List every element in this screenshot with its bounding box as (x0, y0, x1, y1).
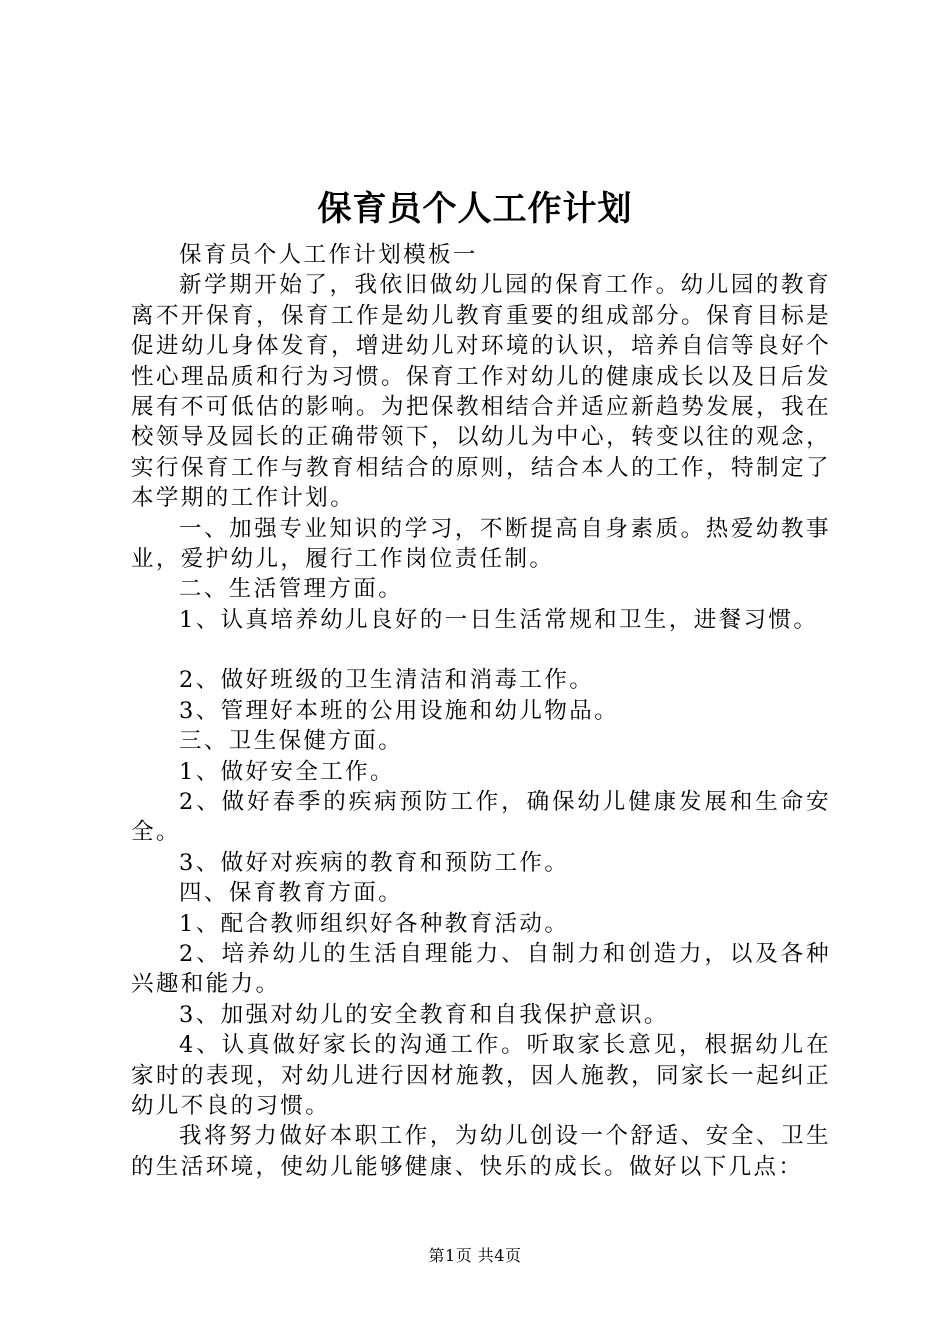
paragraph-item: 3、管理好本班的公用设施和幼儿物品。 (179, 697, 620, 724)
paragraph-intro: 新学期开始了，我依旧做幼儿园的保育工作。幼儿园的教育离不开保育，保育工作是幼儿教育重要的组成部分。保育目标是促进幼儿身体发育，增进幼儿对环境的认识，培养自信等良好个性心理品质和行为习惯。保育工作对幼儿的健康成长以及日后发展有不可低估的影响。为把保教相结合并适应新趋势发展，我在校领导及园长的正确带领下，以幼儿为中心，转变以往的观念，实行保育工作与教育相结合的原则，结合本人的工作，特制定了本学期的工作计划。 (131, 272, 831, 512)
paragraph-item: 2、做好班级的卫生清洁和消毒工作。 (179, 667, 595, 694)
paragraph-item: 2、做好春季的疾病预防工作，确保幼儿健康发展和生命安全。 (131, 788, 831, 846)
paragraph-item: 4、认真做好家长的沟通工作。听取家长意见，根据幼儿在家时的表现，对幼儿进行因材施教，因人施教，同家长一起纠正幼儿不良的习惯。 (131, 1032, 831, 1119)
paragraph-item: 1、做好安全工作。 (179, 758, 395, 785)
paragraph-item: 1、认真培养幼儿良好的一日生活常规和卫生，进餐习惯。 (179, 606, 819, 633)
document-title: 保育员个人工作计划 (317, 189, 633, 229)
paragraph-subtitle: 保育员个人工作计划模板一 (179, 242, 478, 268)
paragraph-closing: 我将努力做好本职工作，为幼儿创设一个舒适、安全、卫生的生活环境，使幼儿能够健康、快乐的成长。做好以下几点： (131, 1123, 831, 1180)
paragraph-item: 2、培养幼儿的生活自理能力、自制力和创造力，以及各种兴趣和能力。 (131, 940, 831, 998)
paragraph-item: 3、做好对疾病的教育和预防工作。 (179, 849, 570, 876)
page-footer: 第1页 共4页 (428, 1246, 522, 1265)
document-body (131, 240, 831, 1182)
paragraph-section-4-heading: 四、保育教育方面。 (179, 880, 404, 907)
blank-line (131, 635, 831, 665)
paragraph-section-2-heading: 二、生活管理方面。 (179, 576, 404, 603)
paragraph-section-3-heading: 三、卫生保健方面。 (179, 728, 404, 755)
paragraph-item: 3、加强对幼儿的安全教育和自我保护意识。 (179, 1001, 669, 1028)
paragraph-item: 1、配合教师组织好各种教育活动。 (179, 910, 570, 937)
paragraph-section-1: 一、加强专业知识的学习，不断提高自身素质。热爱幼教事业，爱护幼儿，履行工作岗位责任制。 (131, 515, 831, 573)
